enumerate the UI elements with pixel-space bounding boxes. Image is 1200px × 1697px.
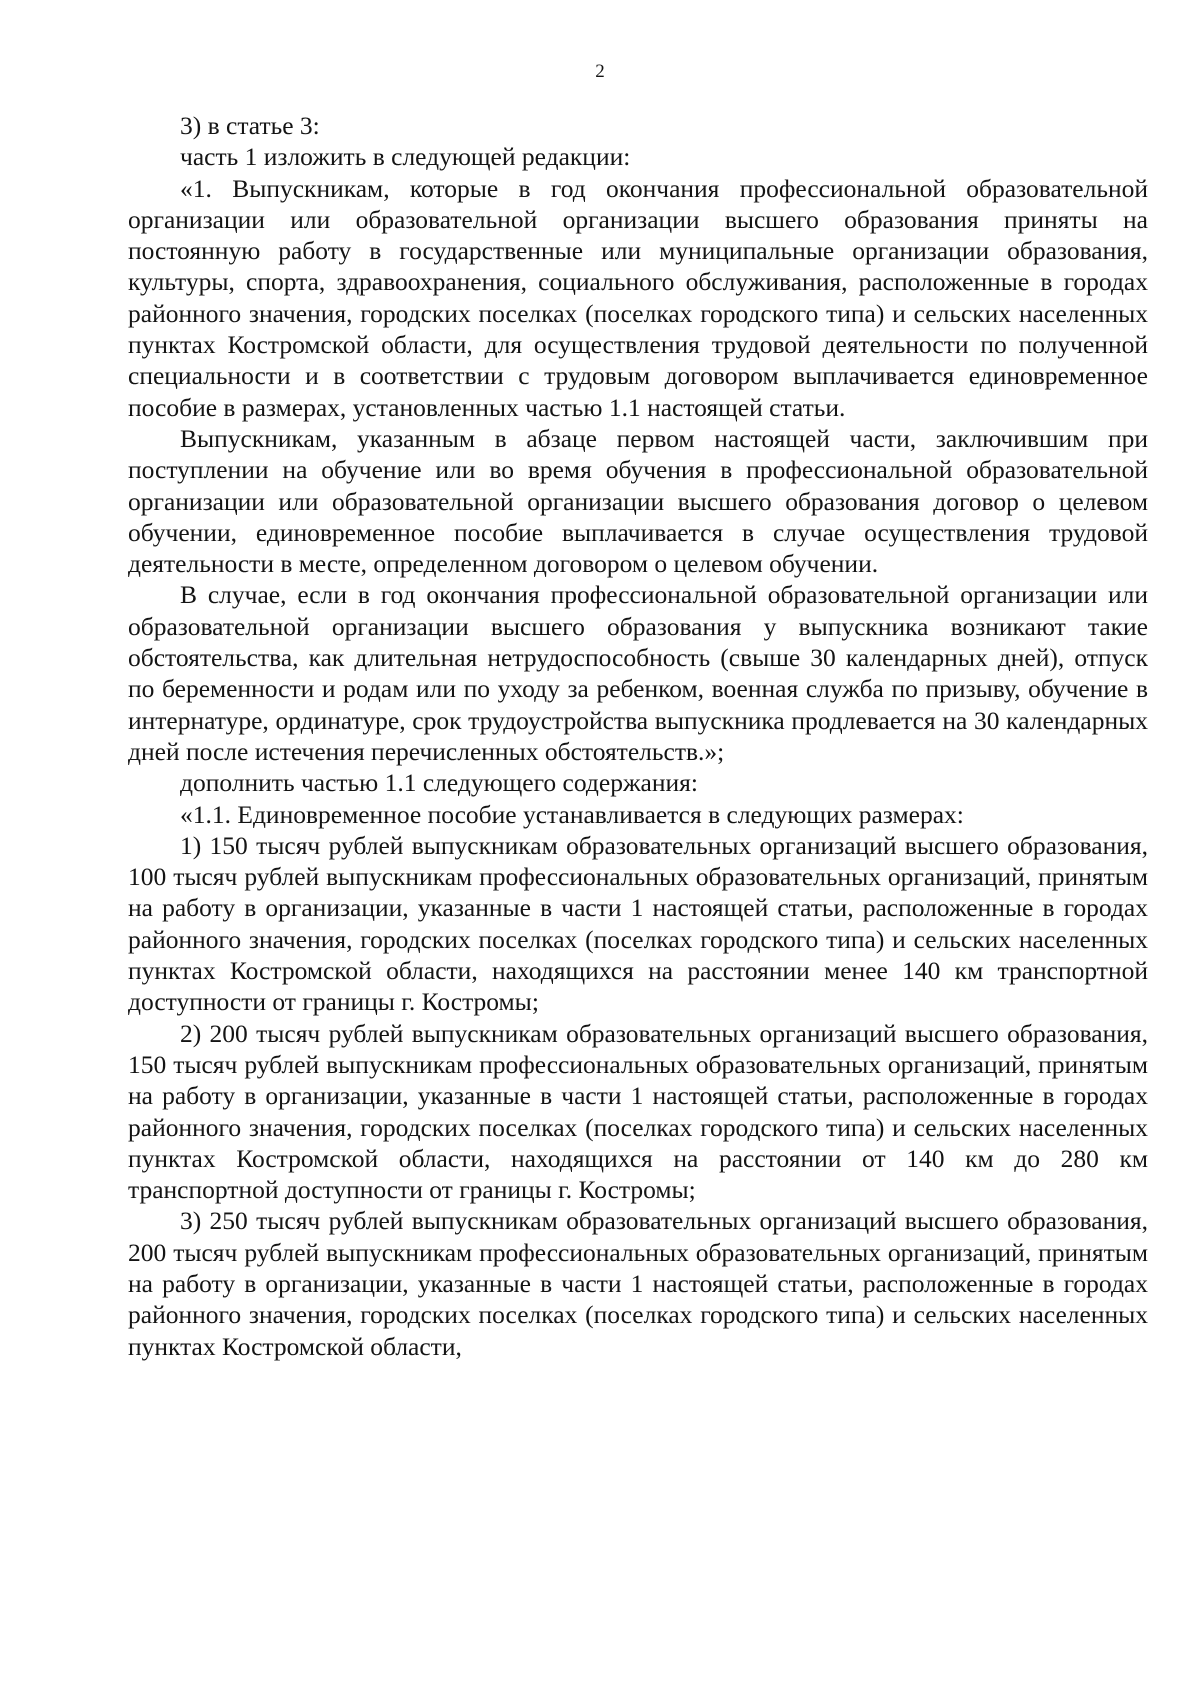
paragraph-article-3-heading: 3) в статье 3: — [180, 111, 320, 140]
page-number: 2 — [595, 61, 605, 82]
paragraph-item-2: 2) 200 тысяч рублей выпускникам образовательных организаций высшего образования, 150 тысяч рублей выпускникам профессиональных образовательных организаций, принятым на работу в организации, указанные в части 1 настоящей статьи, расположенные в городах районного значения, городских поселках (поселках городского типа) и сельских населенных пунктах Костромской области, находящихся на расстоянии от 140 км до 280 км транспортной доступности от границы г. Костромы; — [128, 1018, 1148, 1205]
paragraph-part-1-text: «1. Выпускникам, которые в год окончания профессиональной образовательной организации или образовательной организации высшего образования приняты на постоянную работу в государственные или муниципальные организации образования, культуры, спорта, здравоохранения, социального обслуживания, расположенные в городах районного значения, городских поселках (поселках городского типа) и сельских населенных пунктах Костромской области, для осуществления трудовой деятельности по полученной специальности и в соответствии с трудовым договором выплачивается единовременное пособие в размерах, установленных частью 1.1 настоящей статьи. — [128, 173, 1148, 422]
paragraph-item-1: 1) 150 тысяч рублей выпускникам образовательных организаций высшего образования, 100 тысяч рублей выпускникам профессиональных образовательных организаций, принятым на работу в организации, указанные в части 1 настоящей статьи, расположенные в городах районного значения, городских поселках (поселках городского типа) и сельских населенных пунктах Костромской области, находящихся на расстоянии менее 140 км транспортной доступности от границы г. Костромы; — [128, 830, 1148, 1017]
paragraph-part-1-1-intro: дополнить частью 1.1 следующего содержания: — [180, 768, 698, 798]
document-body — [128, 110, 1148, 1362]
paragraph-item-3: 3) 250 тысяч рублей выпускникам образовательных организаций высшего образования, 200 тысяч рублей выпускникам профессиональных образовательных организаций, принятым на работу в организации, указанные в части 1 настоящей статьи, расположенные в городах районного значения, городских поселках (поселках городского типа) и сельских населенных пунктах Костромской области, — [128, 1206, 1148, 1361]
paragraph-targeted-training: Выпускникам, указанным в абзаце первом настоящей части, заключившим при поступлении на обучение или во время обучения в профессиональной образовательной организации или образовательной организации высшего образования договор о целевом обучении, единовременное пособие выплачивается в случае осуществления трудовой деятельности в месте, определенном договором о целевом обучении. — [128, 423, 1148, 579]
paragraph-part-1-1-heading: «1.1. Единовременное пособие устанавливается в следующих размерах: — [180, 799, 964, 829]
paragraph-extension-cases: В случае, если в год окончания профессиональной образовательной организации или образовательной организации высшего образования у выпускника возникают такие обстоятельства, как длительная нетрудоспособность (свыше 30 календарных дней), отпуск по беременности и родам или по уходу за ребенком, военная служба по призыву, обучение в интернатуре, ординатуре, срок трудоустройства выпускника продлевается на 30 календарных дней после истечения перечисленных обстоятельств.»; — [128, 580, 1148, 766]
paragraph-part-1-intro: часть 1 изложить в следующей редакции: — [180, 142, 631, 172]
